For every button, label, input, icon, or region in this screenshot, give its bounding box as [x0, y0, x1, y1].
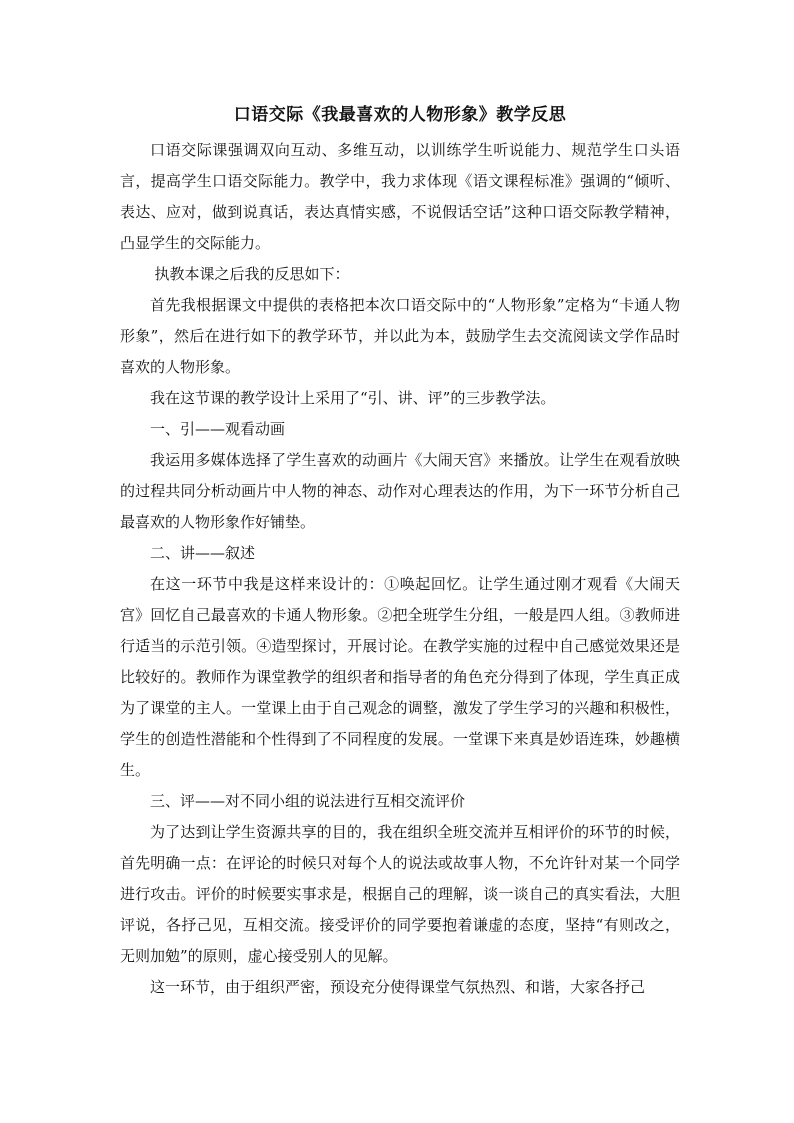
paragraph-narrate: 在这一环节中我是这样来设计的：①唤起回忆。让学生通过刚才观看《大闹天宫》回忆自己最喜欢的卡通人物形象。②把全班学生分组，一般是四人组。③教师进行适当的示范引领。④造型探讨，开展讨论。在教学实施的过程中自己感觉效果还是比较好的。教师作为课堂教学的组织者和指导者的角色充分得到了体现，学生真正成为了课堂的主人。一堂课上由于自己观念的调整，激发了学生学习的兴趣和积极性，学生的创造性潜能和个性得到了不同程度的发展。一堂课下来真是妙语连珠，妙趣横生。	[120, 575, 680, 779]
document-page	[120, 98, 680, 1003]
paragraph-introduce: 我运用多媒体选择了学生喜欢的动画片《大闹天宫》来播放。让学生在观看放映的过程共同分析动画片中人物的神态、动作对心理表达的作用，为下一环节分析自己最喜欢的人物形象作好铺垫。	[120, 451, 680, 531]
paragraph-three-step-method: 我在这节课的教学设计上采用了“引、讲、评”的三步教学法。	[150, 389, 556, 407]
document-title: 口语交际《我最喜欢的人物形象》教学反思	[233, 105, 567, 125]
paragraph-conclusion: 这一环节，由于组织严密，预设充分使得课堂气氛热烈、和谐，大家各抒己	[150, 978, 646, 996]
section-heading-narrate: 二、讲——叙述	[150, 544, 256, 562]
section-heading-evaluate: 三、评——对不同小组的说法进行互相交流评价	[150, 792, 466, 810]
paragraph-character-definition: 首先我根据课文中提供的表格把本次口语交际中的“人物形象”定格为“卡通人物形象”，然后在进行如下的教学环节，并以此为本，鼓励学生去交流阅读文学作品时喜欢的人物形象。	[120, 296, 680, 376]
section-heading-introduce: 一、引——观看动画	[150, 420, 286, 438]
paragraph-reflection-lead: 执教本课之后我的反思如下：	[154, 265, 350, 283]
paragraph-evaluate: 为了达到让学生资源共享的目的，我在组织全班交流并互相评价的环节的时候，首先明确一点：在评论的时候只对每个人的说法或故事人物，不允许针对某一个同学进行攻击。评价的时候要实事求是，根据自己的理解，谈一谈自己的真实看法，大胆评说，各抒己见，互相交流。接受评价的同学要抱着谦虚的态度，坚持“有则改之，无则加勉”的原则，虚心接受别人的见解。	[120, 823, 680, 965]
paragraph-intro: 口语交际课强调双向互动、多维互动，以训练学生听说能力、规范学生口头语言，提高学生口语交际能力。教学中，我力求体现《语文课程标准》强调的“倾听、表达、应对，做到说真话，表达真情实感，不说假话空话”这种口语交际教学精神，凸显学生的交际能力。	[120, 141, 680, 252]
